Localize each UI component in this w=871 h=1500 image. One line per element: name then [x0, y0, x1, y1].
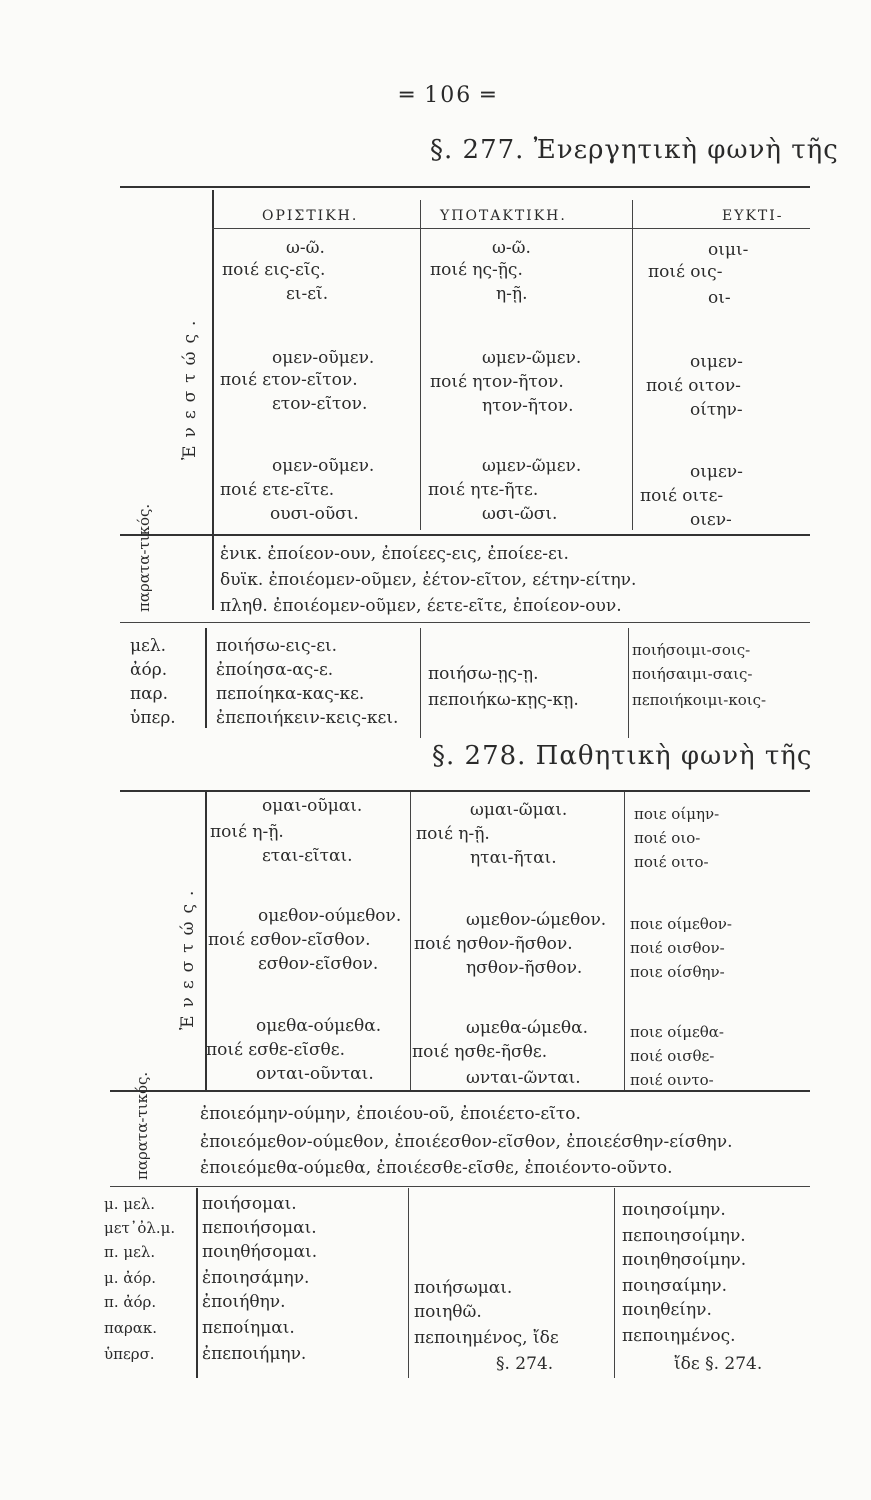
tense-opt-277-2: ποιήσαιμι-σαις-	[632, 665, 753, 683]
tense-label-278-2: μετ᾽ὀλ.μ.	[104, 1219, 176, 1237]
ind-278-g1-3: εται-εῖται.	[262, 846, 353, 866]
rule	[120, 186, 810, 188]
imperfect-278-row-3: ἐποιεόμεθα-ούμεθα, ἐποιέεσθε-εῖσθε, ἐποιέοντο-οῦντο.	[200, 1158, 673, 1178]
sub-278-g3-1: ωμεθα-ώμεθα.	[466, 1018, 589, 1038]
tense-ind-278-2: πεποιήσομαι.	[202, 1218, 317, 1238]
rule	[110, 1090, 810, 1092]
sub-277-g2-3: ητον-ῆτον.	[482, 396, 574, 416]
ind-277-g1-3: ει-εῖ.	[286, 284, 329, 304]
ind-278-g2-3: εσθον-εῖσθον.	[258, 954, 379, 974]
sub-278-g2-2: ποιέ ησθον-ῆσθον.	[414, 934, 573, 954]
ind-277-g2-3: ετον-εῖτον.	[272, 394, 368, 414]
rule	[420, 628, 421, 738]
sub-278-g1-3: ηται-ῆται.	[470, 848, 557, 868]
tense-ind-278-1: ποιήσομαι.	[202, 1194, 297, 1214]
imperfect-label-277: παρατα-τικός.	[135, 503, 153, 612]
ind-277-g2-2: ποιέ ετον-εῖτον.	[220, 370, 358, 390]
sub-278-g2-3: ησθον-ῆσθον.	[466, 958, 583, 978]
tense-ind-277-2: ἐποίησα-ας-ε.	[216, 660, 334, 680]
col-header-indicative: ΟΡΙΣΤΙΚΗ.	[262, 208, 359, 224]
tense-sub-277-2: πεποιήκω-κῃς-κῃ.	[428, 690, 579, 710]
tense-opt-278-2: πεποιησοίμην.	[622, 1226, 746, 1246]
sub-277-g1-1: ω-ῶ.	[492, 238, 531, 258]
opt-277-g2-2: ποιέ οιτον-	[646, 376, 741, 396]
rule	[110, 1186, 810, 1187]
rule	[120, 790, 810, 792]
tense-ind-278-5: ἐποιήθην.	[202, 1292, 286, 1312]
sub-278-g3-2: ποιέ ησθε-ῆσθε.	[412, 1042, 548, 1062]
rule	[420, 200, 421, 530]
ind-277-g1-2: ποιέ εις-εῖς.	[222, 260, 326, 280]
tense-label-278-3: π. μελ.	[104, 1243, 156, 1261]
ind-277-g1-1: ω-ῶ.	[286, 238, 325, 258]
sub-278-g3-3: ωνται-ῶνται.	[466, 1068, 581, 1088]
opt-277-g2-3: οίτην-	[690, 400, 743, 420]
ind-277-g3-2: ποιέ ετε-εῖτε.	[220, 480, 335, 500]
rule	[628, 628, 629, 738]
ind-278-g3-3: ονται-οῦνται.	[256, 1064, 374, 1084]
tense-label-278-5: π. ἀόρ.	[104, 1293, 157, 1311]
opt-278-g1-2: ποιέ οιο-	[634, 829, 701, 847]
tense-ind-278-3: ποιηθήσομαι.	[202, 1242, 318, 1262]
tense-label-278-6: παρακ.	[104, 1319, 158, 1337]
sub-277-g1-3: η-ῇ.	[496, 284, 528, 304]
ind-278-g2-2: ποιέ εσθον-εῖσθον.	[208, 930, 371, 950]
tense-ind-278-7: ἐπεποιήμην.	[202, 1344, 307, 1364]
opt-277-g3-3: οιεν-	[690, 510, 732, 530]
tense-sub-278-1: ποιήσωμαι.	[414, 1278, 513, 1298]
tense-label-278-1: μ. μελ.	[104, 1195, 156, 1213]
ind-278-g1-1: ομαι-οῦμαι.	[262, 796, 363, 816]
imperfect-label-278: παρατα-τικός.	[133, 1071, 151, 1180]
rule	[632, 200, 633, 530]
section-278-title: §. 278. Παθητικὴ φωνὴ τῆς	[432, 741, 813, 771]
opt-278-g3-2: ποιέ οισθε-	[630, 1047, 715, 1065]
sub-277-g3-1: ωμεν-ῶμεν.	[482, 456, 582, 476]
tense-opt-277-3: πεποιήκοιμι-κοις-	[632, 691, 767, 709]
tense-label-277-4: ὑπερ.	[130, 708, 176, 728]
tense-opt-278-4: ποιησαίμην.	[622, 1276, 727, 1296]
imperfect-278-row-1: ἐποιεόμην-ούμην, ἐποιέου-οῦ, ἐποιέετο-εῖτο.	[200, 1104, 581, 1124]
sub-278-g2-1: ωμεθον-ώμεθον.	[466, 910, 607, 930]
tense-label-278-7: ὑπερσ.	[104, 1345, 155, 1363]
col-header-subjunctive: ΥΠΟΤΑΚΤΙΚΗ.	[440, 208, 567, 224]
sub-277-g1-2: ποιέ ης-ῇς.	[430, 260, 523, 280]
opt-278-g3-3: ποιέ οιντο-	[630, 1071, 714, 1089]
opt-277-g3-1: οιμεν-	[690, 462, 743, 482]
ind-277-g3-3: ουσι-οῦσι.	[270, 504, 359, 524]
opt-277-g1-2: ποιέ οις-	[648, 262, 723, 282]
rule	[196, 1188, 198, 1378]
tense-sub-278-4: §. 274.	[496, 1354, 554, 1374]
opt-278-g2-2: ποιέ οισθον-	[630, 939, 725, 957]
sub-277-g3-3: ωσι-ῶσι.	[482, 504, 558, 524]
imperfect-277-row-2: δυϊκ. ἐποιέομεν-οῦμεν, ἐέτον-εῖτον, εέτην-είτην.	[220, 570, 637, 590]
imperfect-278-row-2: ἐποιεόμεθον-ούμεθον, ἐποιέεσθον-εῖσθον, ἐποιεέσθην-είσθην.	[200, 1132, 733, 1152]
tense-opt-278-1: ποιησοίμην.	[622, 1200, 726, 1220]
opt-278-g1-1: ποιε οίμην-	[634, 805, 720, 823]
rule	[410, 792, 411, 1092]
tense-opt-278-7: ἴδε §. 274.	[674, 1354, 763, 1374]
section-277-title: §. 277. Ἐνεργητικὴ φωνὴ τῆς	[430, 135, 839, 165]
opt-278-g2-3: ποιε οίσθην-	[630, 963, 725, 981]
ind-278-g3-2: ποιέ εσθε-εῖσθε.	[206, 1040, 346, 1060]
ind-277-g2-1: ομεν-οῦμεν.	[272, 348, 375, 368]
tense-ind-278-6: πεποίημαι.	[202, 1318, 295, 1338]
tense-sub-278-2: ποιηθῶ.	[414, 1302, 482, 1322]
sub-278-g1-1: ωμαι-ῶμαι.	[470, 800, 568, 820]
side-label-present-passive: Ἐνεστώς.	[178, 882, 198, 1030]
rule	[212, 190, 214, 610]
tense-opt-278-6: πεποιημένος.	[622, 1326, 736, 1346]
opt-278-g1-3: ποιέ οιτο-	[634, 853, 709, 871]
tense-label-278-4: μ. ἀόρ.	[104, 1269, 157, 1287]
opt-277-g2-1: οιμεν-	[690, 352, 743, 372]
rule	[212, 228, 810, 229]
ind-278-g2-1: ομεθον-ούμεθον.	[258, 906, 402, 926]
ind-278-g3-1: ομεθα-ούμεθα.	[256, 1016, 382, 1036]
page-number: ═ 106 ═	[400, 83, 497, 108]
sub-277-g2-1: ωμεν-ῶμεν.	[482, 348, 582, 368]
tense-opt-278-5: ποιηθείην.	[622, 1300, 712, 1320]
rule	[408, 1188, 409, 1378]
side-label-present: Ἐνεστώς.	[180, 312, 200, 460]
tense-sub-277-1: ποιήσω-ῃς-ῃ.	[428, 664, 539, 684]
rule	[205, 628, 207, 728]
tense-ind-277-4: ἐπεποιήκειν-κεις-κει.	[216, 708, 399, 728]
rule	[614, 1188, 615, 1378]
tense-opt-277-1: ποιήσοιμι-σοις-	[632, 641, 751, 659]
rule	[624, 792, 625, 1092]
opt-278-g2-1: ποιε οίμεθον-	[630, 915, 732, 933]
opt-277-g1-1: οιμι-	[708, 240, 749, 260]
tense-opt-278-3: ποιηθησοίμην.	[622, 1250, 747, 1270]
opt-278-g3-1: ποιε οίμεθα-	[630, 1023, 724, 1041]
opt-277-g1-3: οι-	[708, 288, 731, 308]
rule	[120, 622, 810, 623]
tense-ind-278-4: ἐποιησάμην.	[202, 1268, 310, 1288]
tense-label-277-3: παρ.	[130, 684, 169, 704]
tense-sub-278-3: πεποιημένος, ἴδε	[414, 1328, 559, 1348]
sub-278-g1-2: ποιέ η-ῇ.	[416, 824, 490, 844]
col-header-optative: ΕΥΚΤΙ-	[722, 208, 784, 224]
opt-277-g3-2: ποιέ οιτε-	[640, 486, 724, 506]
ind-278-g1-2: ποιέ η-ῇ.	[210, 822, 284, 842]
sub-277-g2-2: ποιέ ητον-ῆτον.	[430, 372, 564, 392]
tense-label-277-2: ἀόρ.	[130, 660, 168, 680]
ind-277-g3-1: ομεν-οῦμεν.	[272, 456, 375, 476]
imperfect-277-row-1: ἑνικ. ἐποίεον-ουν, ἐποίεες-εις, ἐποίεε-ει.	[220, 544, 569, 564]
rule	[120, 534, 810, 536]
imperfect-277-row-3: πληθ. ἐποιέομεν-οῦμεν, έετε-εῖτε, ἐποίεον-ουν.	[220, 596, 622, 616]
tense-label-277-1: μελ.	[130, 636, 167, 656]
sub-277-g3-2: ποιέ ητε-ῆτε.	[428, 480, 539, 500]
tense-ind-277-1: ποιήσω-εις-ει.	[216, 636, 338, 656]
tense-ind-277-3: πεποίηκα-κας-κε.	[216, 684, 365, 704]
